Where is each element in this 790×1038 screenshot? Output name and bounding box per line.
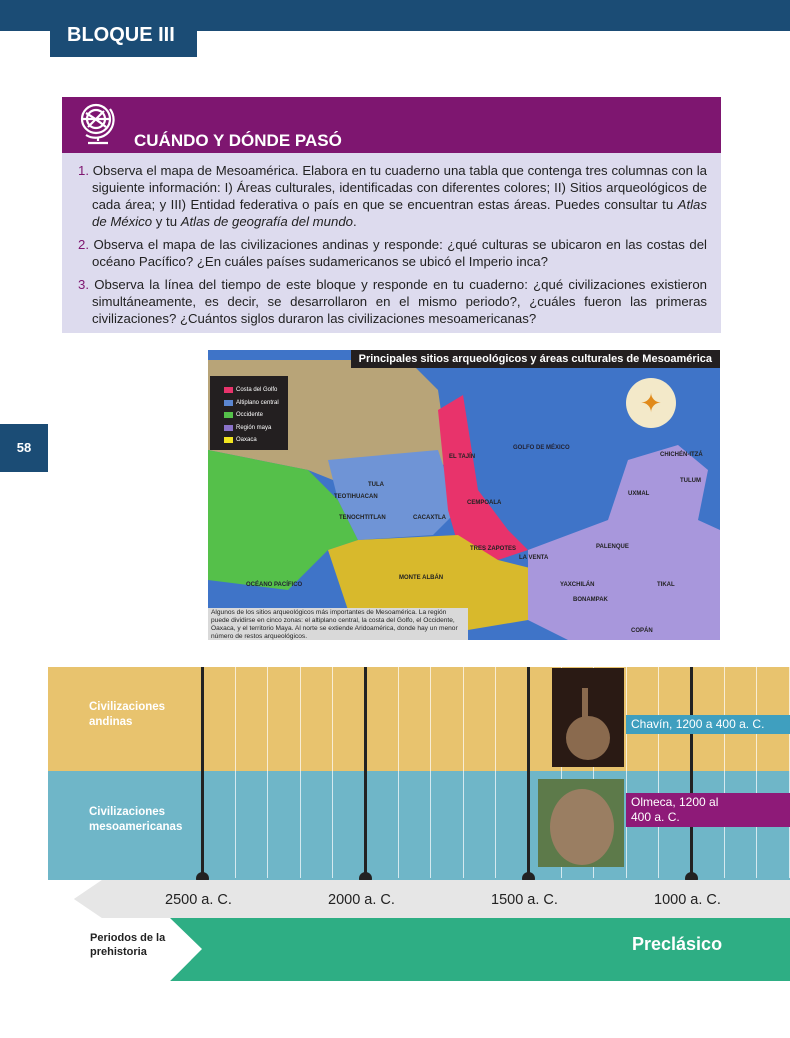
map-label: BONAMPAK xyxy=(573,597,608,603)
question-2: 2. Observa el mapa de las civilizaciones andinas y responde: ¿qué culturas se ubicaron en las costas del océano Pacífico? ¿En cuáles países sudamericanos se ubicó el Imperio inca? xyxy=(78,237,707,269)
major-tick-line xyxy=(527,667,530,878)
globe-icon xyxy=(76,101,120,147)
chavin-vessel-photo xyxy=(552,668,624,767)
minor-tick-line xyxy=(626,667,627,878)
minor-tick-line xyxy=(300,667,301,878)
minor-tick-line xyxy=(235,667,236,878)
minor-tick-line xyxy=(495,667,496,878)
legend-item: Occidente xyxy=(224,409,288,422)
legend-item: Oaxaca xyxy=(224,434,288,447)
map-legend xyxy=(210,376,288,450)
region-maya xyxy=(528,445,720,640)
major-tick-line xyxy=(690,667,693,878)
page-number: 58 xyxy=(0,424,48,472)
block-tab: BLOQUE III xyxy=(50,0,197,57)
row-label: Civilizaciones andinas xyxy=(89,701,166,728)
map-label: CEMPOALA xyxy=(467,500,502,506)
map-title: Principales sitios arqueológicos y áreas culturales de Mesoamérica xyxy=(351,350,720,368)
question-1: 1. Observa el mapa de Mesoamérica. Elabora en tu cuaderno una tabla que contenga tres columnas con la siguiente información: I) Áreas culturales, identificadas con diferentes colores; II) Sitios arqueológicos de cada área; y III) Entidad federativa o país en que se encuentran estas áreas. Puedes consultar tu Atlas de México y tu Atlas de geografía del mundo. xyxy=(78,163,707,229)
map-label: COPÁN xyxy=(631,628,653,634)
minor-tick-line xyxy=(724,667,725,878)
olmec-head-photo xyxy=(538,779,624,867)
minor-tick-line xyxy=(658,667,659,878)
period-name: Preclásico xyxy=(632,934,723,954)
map-label: UXMAL xyxy=(628,491,650,497)
minor-tick-line xyxy=(430,667,431,878)
year-label: 2000 a. C. xyxy=(328,892,395,908)
section-title: CUÁNDO Y DÓNDE PASÓ xyxy=(134,131,342,150)
year-label: 1500 a. C. xyxy=(491,892,558,908)
event-chavin: Chavín, 1200 a 400 a. C. xyxy=(626,715,790,734)
minor-tick-line xyxy=(398,667,399,878)
legend-item: Costa del Golfo xyxy=(224,384,288,397)
map-label: CHICHÉN-ITZÁ xyxy=(660,452,703,458)
map-label: MONTE ALBÁN xyxy=(399,575,444,581)
major-tick-line xyxy=(364,667,367,878)
map-label: TRES ZAPOTES xyxy=(470,546,517,552)
minor-tick-line xyxy=(332,667,333,878)
map-label: TEOTIHUACAN xyxy=(334,494,378,500)
map-label: PALENQUE xyxy=(596,544,629,550)
questions-box xyxy=(62,153,721,333)
legend-item: Altiplano central xyxy=(224,397,288,410)
minor-tick-line xyxy=(463,667,464,878)
map-label: TULUM xyxy=(680,478,701,484)
map-label: LA VENTA xyxy=(519,555,549,561)
year-label: 2500 a. C. xyxy=(165,892,232,908)
map-label: YAXCHILÁN xyxy=(560,582,595,588)
legend-item: Región maya xyxy=(224,422,288,435)
compass-rose-icon: ✦ xyxy=(626,378,676,428)
question-3: 3. Observa la línea del tiempo de este bloque y responde en tu cuaderno: ¿qué civilizaciones existieron simultáneamente, es decir, se desarrollaron en el mismo periodo?, ¿cuáles fueron las primeras civilizaciones? ¿Cuántos siglos duraron las civilizaciones mesoamericanas? xyxy=(78,277,707,326)
minor-tick-line xyxy=(756,667,757,878)
period-label: Periodos de la prehistoria xyxy=(90,932,166,958)
row-label: Civilizaciones mesoamericanas xyxy=(89,806,183,833)
year-label: 1000 a. C. xyxy=(654,892,721,908)
map-label: TENOCHTITLAN xyxy=(339,515,386,521)
map-label: OCÉANO PACÍFICO xyxy=(246,582,303,588)
event-olmeca: Olmeca, 1200 al 400 a. C. xyxy=(626,793,790,827)
region-golfo xyxy=(438,395,528,560)
map-label: EL TAJÍN xyxy=(449,454,476,460)
map-label: GOLFO DE MÉXICO xyxy=(513,445,570,451)
mesoamerica-map xyxy=(208,350,720,640)
major-tick-line xyxy=(201,667,204,878)
map-label: CACAXTLA xyxy=(413,515,446,521)
section-header xyxy=(62,97,721,153)
minor-tick-line xyxy=(267,667,268,878)
map-label: TIKAL xyxy=(657,582,675,588)
map-caption: Algunos de los sitios arqueológicos más importantes de Mesoamérica. La región puede dividirse en cinco zonas: el altiplano central, la costa del Golfo, el Occidente, Oaxaca, y el territorio Maya. Al norte se extiende Aridoamérica, donde hay un menor número de restos arqueológicos. xyxy=(208,608,468,640)
map-label: TULA xyxy=(368,482,384,488)
